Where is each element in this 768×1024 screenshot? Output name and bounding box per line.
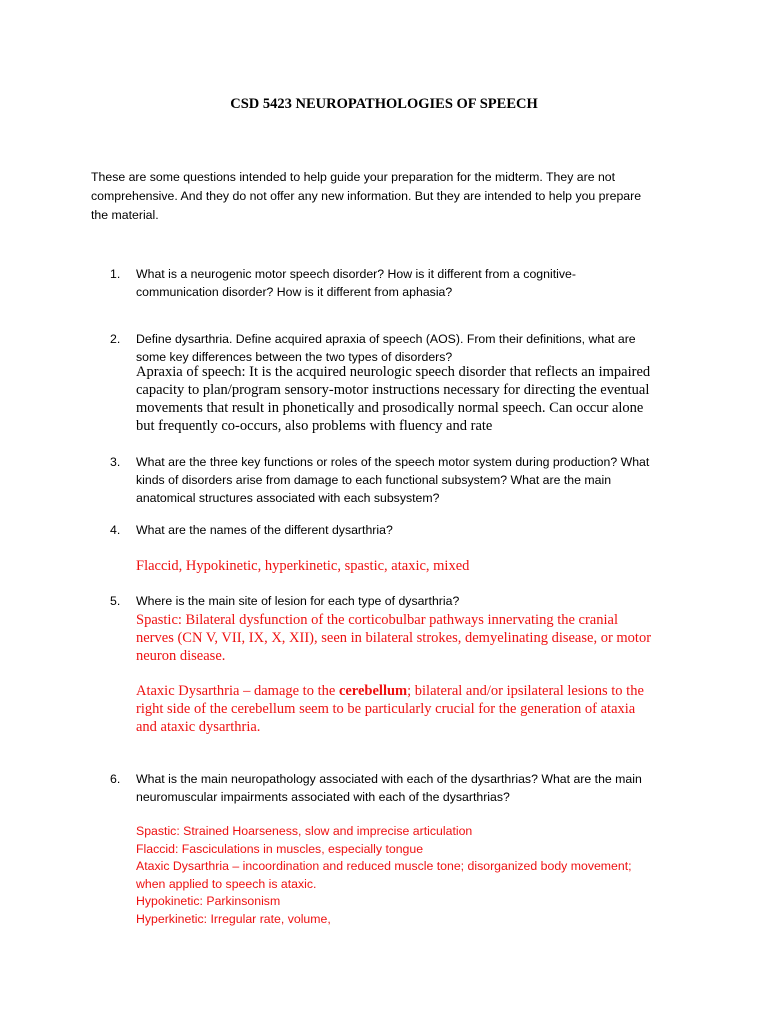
answer-5-ataxic [136, 682, 696, 736]
question-number: 6. [110, 772, 121, 786]
question-line: Where is the main site of lesion for each type of dysarthria? [136, 594, 460, 608]
answer-line: Hyperkinetic: Irregular rate, volume, [136, 911, 331, 926]
answer-line: movements that result in phonetically and prosodically normal speech. Can occur alone [136, 400, 644, 416]
question-line: What are the three key functions or roles of the speech motor system during production? What [136, 455, 650, 469]
question-6 [136, 770, 696, 806]
answer-2-apraxia [136, 363, 696, 435]
answer-line: Ataxic Dysarthria – incoordination and reduced muscle tone; disorganized body movement; [136, 859, 632, 873]
answer-5-spastic [136, 611, 696, 665]
answer-line: Flaccid: Fasciculations in muscles, especially tongue [136, 841, 424, 856]
answer-6-impairments [136, 823, 696, 928]
question-4 [136, 521, 696, 539]
ataxic-suffix: ; bilateral and/or ipsilateral lesions to the [407, 683, 644, 699]
question-line: What is a neurogenic motor speech disorder? How is it different from a cognitive- [136, 267, 576, 281]
question-number: 4. [110, 523, 121, 537]
question-line: What are the names of the different dysarthria? [136, 523, 393, 537]
answer-line: Apraxia of speech: It is the acquired neurologic speech disorder that reflects an impaired [136, 364, 651, 380]
question-number: 3. [110, 455, 121, 469]
answer-line: Hypokinetic: Parkinsonism [136, 894, 281, 908]
question-number: 2. [110, 332, 121, 346]
page-title: CSD 5423 NEUROPATHOLOGIES OF SPEECH [230, 96, 538, 112]
answer-line: but frequently co-occurs, also problems with fluency and rate [136, 418, 493, 434]
intro-paragraph [91, 168, 691, 225]
question-2 [136, 330, 696, 366]
answer-line: Spastic: Bilateral dysfunction of the corticobulbar pathways innervating the cranial [136, 612, 618, 628]
question-line: communication disorder? How is it different from aphasia? [136, 285, 453, 299]
question-line: some key differences between the two types of disorders? [136, 350, 453, 364]
answer-line: and ataxic dysarthria. [136, 719, 261, 735]
question-3 [136, 453, 696, 507]
answer-line [136, 682, 696, 700]
ataxic-prefix: Ataxic Dysarthria – damage to the [136, 683, 339, 699]
intro-line: These are some questions intended to help guide your preparation for the midterm. They are not [91, 170, 616, 184]
question-line: Define dysarthria. Define acquired apraxia of speech (AOS). From their definitions, what are [136, 332, 636, 346]
question-1 [136, 265, 696, 301]
answer-4-types [136, 557, 696, 575]
answer-line: Spastic: Strained Hoarseness, slow and imprecise articulation [136, 824, 473, 838]
answer-line: capacity to plan/program sensory-motor instructions necessary for directing the eventual [136, 382, 650, 398]
question-number: 5. [110, 594, 121, 608]
answer-line: Flaccid, Hypokinetic, hyperkinetic, spastic, ataxic, mixed [136, 558, 470, 574]
intro-line: the material. [91, 208, 159, 222]
question-number: 1. [110, 267, 121, 281]
answer-line: when applied to speech is ataxic. [136, 876, 317, 891]
question-5 [136, 592, 696, 610]
question-line: anatomical structures associated with each subsystem? [136, 491, 440, 505]
ataxic-bold-term: cerebellum [338, 683, 408, 699]
question-line: kinds of disorders arise from damage to each functional subsystem? What are the main [136, 473, 612, 487]
answer-line: nerves (CN V, VII, IX, X, XII), seen in bilateral strokes, demyelinating disease, or motor [136, 630, 652, 646]
question-line: neuromuscular impairments associated with each of the dysarthrias? [136, 790, 510, 804]
question-line: What is the main neuropathology associated with each of the dysarthrias? What are the main [136, 772, 642, 786]
answer-line: neuron disease. [136, 648, 226, 664]
intro-line: comprehensive. And they do not offer any new information. But they are intended to help you prepare [91, 189, 642, 203]
answer-line: right side of the cerebellum seem to be particularly crucial for the generation of ataxia [136, 701, 636, 717]
